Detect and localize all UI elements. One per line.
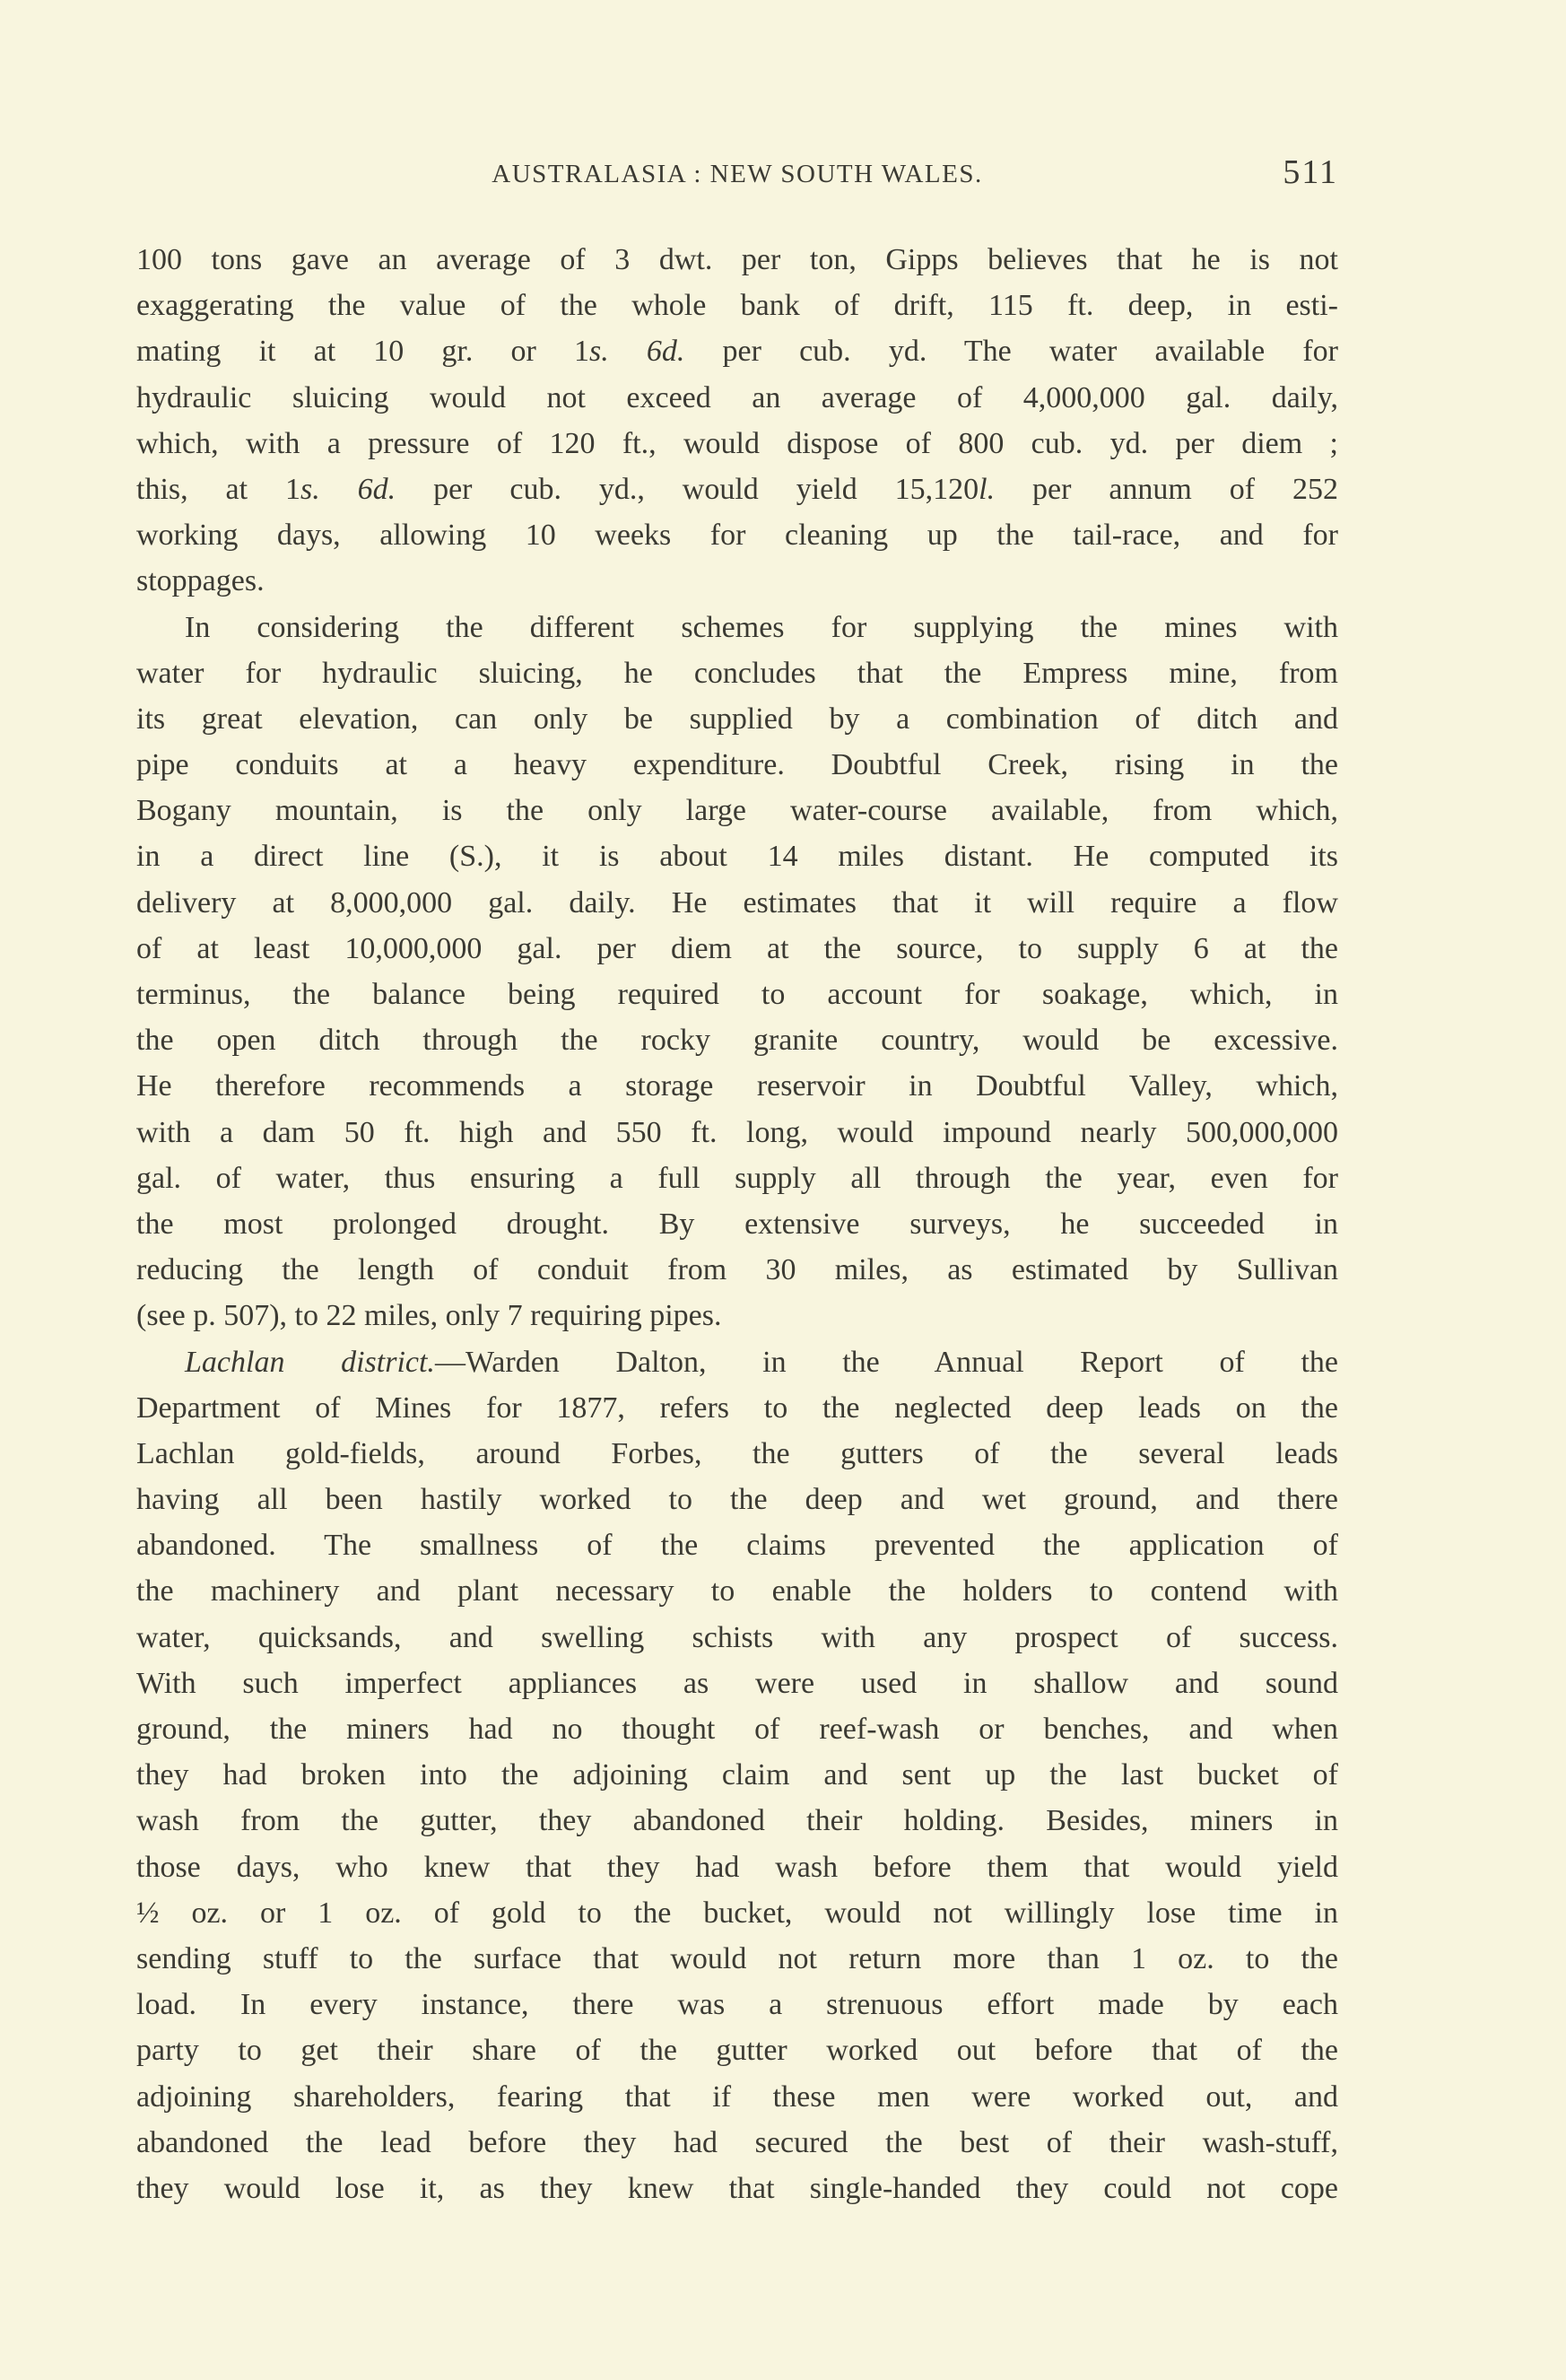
text-line [136,2074,1338,2120]
text-segment: hydraulic sluicing would not exceed an average of 4,000,000 gal. daily, [136,380,1338,414]
italic-text: 6d. [646,335,685,369]
text-line [136,1615,1338,1661]
text-line [136,2166,1338,2211]
italic-text: s. [300,472,320,506]
text-line [136,1844,1338,1890]
text-line [136,926,1338,972]
text-line [136,650,1338,696]
text-segment: He therefore recommends a storage reservoir in Doubtful Valley, which, [136,1069,1338,1103]
text-segment [609,335,647,368]
text-line [136,1293,1338,1338]
text-line [136,1155,1338,1201]
text-segment: With such imperfect appliances as were used in shallow and sound [136,1666,1338,1700]
text-line [136,880,1338,926]
text-segment: per annum of 252 [995,472,1338,506]
text-segment: 100 tons gave an average of 3 dwt. per ton, Gipps believes that he is not [136,243,1338,276]
text-segment: of at least 10,000,000 gal. per diem at the source, to supply 6 at the [136,931,1338,965]
text-line [136,1982,1338,2027]
text-segment: they had broken into the adjoining claim and sent up the last bucket of [136,1758,1338,1792]
text-segment: having all been hastily worked to the deep and wet ground, and there [136,1483,1338,1517]
text-line [136,1385,1338,1431]
text-line [136,1568,1338,1614]
text-segment: the most prolonged drought. By extensive surveys, he succeeded in [136,1207,1338,1241]
text-segment: working days, allowing 10 weeks for cleaning up the tail-race, and for [136,519,1338,553]
text-line [136,1798,1338,1844]
page-header [136,153,1338,197]
text-segment: wash from the gutter, they abandoned their holding. Besides, miners in [136,1804,1338,1838]
text-line [136,1890,1338,1936]
text-segment: ½ oz. or 1 oz. of gold to the bucket, would not willingly lose time in [136,1896,1338,1930]
text-segment [320,473,358,506]
text-line [136,605,1338,650]
text-line [136,421,1338,466]
text-segment: In considering the different schemes for supplying the mines with [185,610,1338,644]
text-segment: which, with a pressure of 120 ft., would dispose of 800 cub. yd. per diem ; [136,426,1338,460]
text-line [136,1936,1338,1982]
text-segment: delivery at 8,000,000 gal. daily. He estimates that it will require a flow [136,885,1338,920]
text-line [136,1752,1338,1798]
text-line [136,1477,1338,1522]
text-line [136,1339,1338,1385]
text-segment: exaggerating the value of the whole bank of drift, 115 ft. deep, in esti- [136,289,1338,323]
text-line [136,1017,1338,1063]
text-segment: the open ditch through the rocky granite country, would be excessive. [136,1024,1338,1058]
text-line [136,972,1338,1017]
italic-text: 6d. [357,472,396,506]
text-segment: stoppages. [136,564,265,598]
body-text [136,237,1338,2211]
text-segment: per cub. yd. The water available for [684,335,1338,369]
text-line [136,512,1338,558]
text-segment: Lachlan gold-fields, around Forbes, the gutters of the several leads [136,1436,1338,1470]
text-line [136,1431,1338,1477]
text-line [136,1110,1338,1155]
text-segment: Bogany mountain, is the only large water-course available, from which, [136,794,1338,828]
text-segment: abandoned the lead before they had secured the best of their wash-stuff, [136,2125,1338,2159]
text-line [136,237,1338,283]
text-line [136,696,1338,742]
text-segment: mating it at 10 gr. or 1 [136,335,589,369]
text-segment: this, at 1 [136,472,300,506]
italic-text: Lachlan district. [185,1345,435,1379]
text-line [136,1247,1338,1293]
text-segment: abandoned. The smallness of the claims prevented the application of [136,1529,1338,1563]
text-segment: they would lose it, as they knew that single-handed they could not cope [136,2171,1338,2205]
text-segment: pipe conduits at a heavy expenditure. Doubtful Creek, rising in the [136,748,1338,782]
text-segment: —Warden Dalton, in the Annual Report of the [434,1345,1338,1379]
text-segment: ground, the miners had no thought of reef-wash or benches, and when [136,1713,1338,1746]
text-line [136,2120,1338,2166]
text-segment: party to get their share of the gutter worked out before that of the [136,2034,1338,2068]
text-segment: its great elevation, can only be supplied by a combination of ditch and [136,702,1338,736]
running-title: AUSTRALASIA : NEW SOUTH WALES. [492,160,983,188]
text-line [136,788,1338,833]
text-segment: reducing the length of conduit from 30 miles, as estimated by Sullivan [136,1253,1338,1287]
text-segment: Department of Mines for 1877, refers to the neglected deep leads on the [136,1391,1338,1425]
italic-text: s. [589,335,609,369]
text-segment: sending stuff to the surface that would not return more than 1 oz. to the [136,1941,1338,1975]
text-segment: per cub. yd., would yield 15,120 [396,472,979,506]
text-segment: with a dam 50 ft. high and 550 ft. long, would impound nearly 500,000,000 [136,1115,1338,1149]
text-line [136,375,1338,421]
text-line [136,558,1338,604]
text-segment: those days, who knew that they had wash before them that would yield [136,1850,1338,1884]
text-line [136,466,1338,512]
text-line [136,2027,1338,2073]
text-line [136,1063,1338,1109]
text-segment: water, quicksands, and swelling schists with any prospect of success. [136,1620,1338,1654]
text-line [136,833,1338,879]
text-segment: load. In every instance, there was a strenuous effort made by each [136,1988,1338,2022]
text-segment: terminus, the balance being required to account for soakage, which, in [136,978,1338,1011]
text-segment: water for hydraulic sluicing, he concludes that the Empress mine, from [136,656,1338,690]
text-line [136,1661,1338,1706]
text-line [136,1201,1338,1247]
text-segment: in a direct line (S.), it is about 14 miles distant. He computed its [136,840,1338,874]
text-line [136,283,1338,328]
text-segment: adjoining shareholders, fearing that if these men were worked out, and [136,2079,1338,2114]
page-number: 511 [1283,153,1338,191]
text-segment: the machinery and plant necessary to enable the holders to contend with [136,1574,1338,1608]
text-segment: (see p. 507), to 22 miles, only 7 requiring pipes. [136,1299,722,1333]
italic-text: l. [979,472,996,506]
text-line [136,742,1338,788]
text-line [136,328,1338,374]
text-line [136,1706,1338,1752]
text-line [136,1522,1338,1568]
text-segment: gal. of water, thus ensuring a full supply all through the year, even for [136,1161,1338,1195]
